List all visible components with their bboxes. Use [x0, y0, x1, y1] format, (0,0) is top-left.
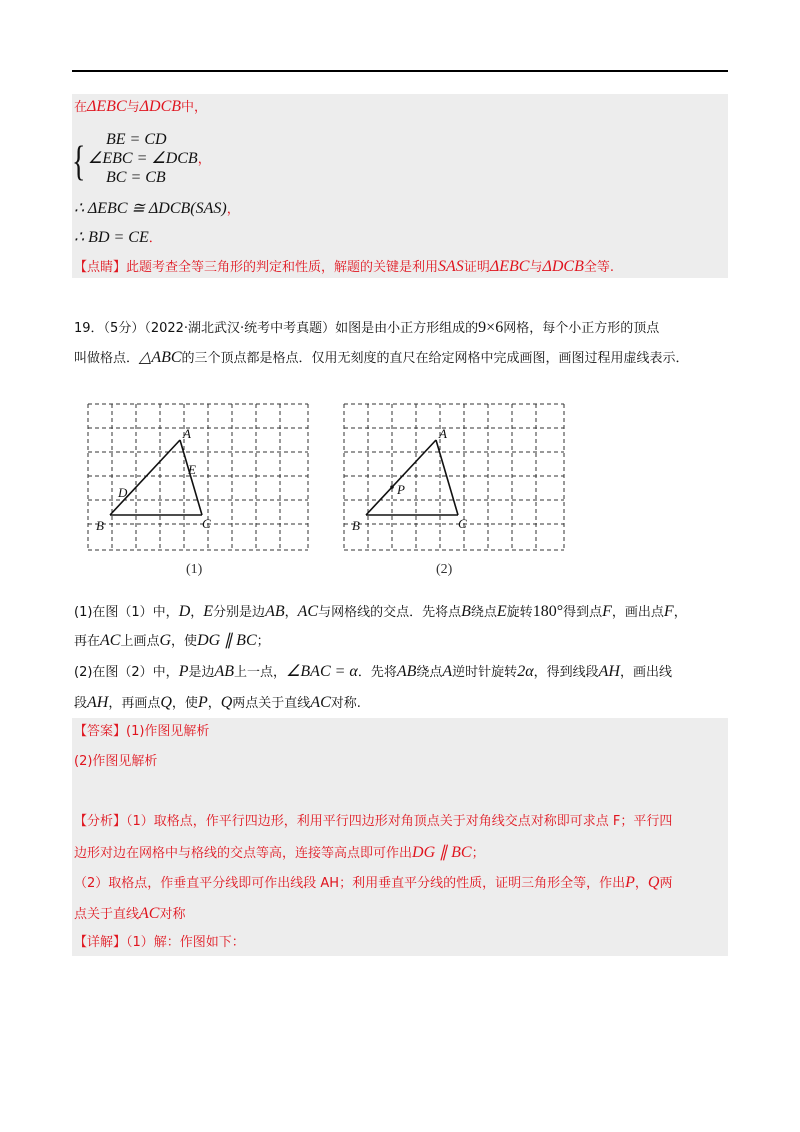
p2-text-a: (2)在图（2）中， [74, 665, 179, 680]
analysis-text-3b: ， [634, 876, 648, 891]
p1-math-180: 180° [532, 603, 564, 620]
fig2-point-a: A [439, 426, 447, 441]
fig1-point-d: D [118, 485, 128, 500]
proof-intro [74, 97, 207, 118]
header-rule [72, 70, 728, 72]
comment-tag: 【点睛】 [74, 260, 127, 275]
part-1-line-1 [74, 602, 687, 623]
triangle-dcb: ΔDCB [139, 98, 182, 115]
question-text-2b: 的三个顶点都是格点．仅用无刻度的直尺在给定网格中完成画图，画图过程用虚线表示． [181, 351, 689, 366]
question-text-1b: 网格，每个小正方形的顶点 [503, 321, 660, 336]
figure-2-grid [342, 402, 568, 554]
analysis-math-q: Q [647, 874, 660, 891]
part-2-line-2 [74, 693, 361, 714]
p2-math-2alpha: 2α [517, 663, 534, 680]
p1-l2-math-g: G [159, 632, 172, 649]
analysis-line-4 [74, 904, 185, 925]
p1-math-b: B [461, 603, 471, 620]
analysis-text-2a: 边形对边在网格中与格线的交点等高，连接等高点即可作出 [74, 846, 413, 861]
comment-tri1: ΔEBC [489, 258, 530, 275]
question-text-2a: 叫做格点． [74, 351, 140, 366]
figure-1-grid [86, 402, 312, 554]
question-line-1 [74, 318, 659, 339]
fig2-point-c: C [458, 516, 467, 531]
triangle-ebc: ΔEBC [87, 98, 127, 115]
comment-tri2: ΔDCB [542, 258, 584, 275]
system-eq-2-math: ∠EBC = ∠DCB [88, 150, 198, 167]
p2-l2-math-q: Q [160, 694, 172, 711]
p1-text-j: ， [673, 605, 687, 620]
system-eq-2 [88, 149, 211, 170]
p1-l2-math-dg-bc: DG ∥ BC [197, 632, 257, 649]
p1-math-e2: E [496, 603, 507, 620]
proof-intro-text: 在 [74, 100, 88, 115]
conclusion-1 [74, 199, 240, 220]
analysis-line-3 [74, 873, 672, 894]
p2-l2-text-c: ，使 [171, 696, 198, 711]
question-triangle: △ABC [139, 349, 182, 366]
analysis-text-3c: 两 [659, 876, 673, 891]
question-line-2 [74, 348, 689, 369]
p1-text-a: (1)在图（1）中， [74, 605, 179, 620]
p1-l2-text-a: 再在 [74, 634, 101, 649]
comment-text-4: 全等. [583, 260, 614, 275]
detail-tag: 【详解】 [74, 935, 127, 950]
p1-math-f2: F [663, 603, 674, 620]
p1-text-c: 分别是边 [213, 605, 266, 620]
p2-l2-math-ac: AC [310, 694, 331, 711]
p2-l2-text-f: 对称. [330, 696, 361, 711]
p1-l2-text-d: ； [256, 634, 270, 649]
p2-l2-text-b: ，再画点 [108, 696, 161, 711]
p1-math-f: F [602, 603, 612, 620]
figure-1-label: (1) [186, 562, 203, 577]
p2-l2-math-ah: AH [87, 694, 109, 711]
analysis-tag: 【分析】 [74, 814, 127, 829]
p1-math-ab: AB [265, 603, 285, 620]
p1-text-f: 绕点 [470, 605, 497, 620]
p1-text-i: ，画出点 [611, 605, 664, 620]
analysis-text-3a: （2）取格点，作垂直平分线即可作出线段 AH；利用垂直平分线的性质，证明三角形全等，作出 [74, 876, 626, 891]
detail-line [74, 933, 245, 953]
figure-2-label: (2) [436, 562, 453, 577]
analysis-math-ac: AC [139, 905, 160, 922]
p2-text-g: ，得到线段 [533, 665, 599, 680]
system-eq-1: BE = CD [106, 131, 167, 148]
comment-line [74, 257, 614, 278]
fig1-point-e: E [188, 462, 196, 477]
part-2-line-1 [74, 662, 672, 683]
p2-l2-text-e: 两点关于直线 [232, 696, 311, 711]
answer-line-2: (2)作图见解析 [74, 754, 158, 769]
p1-l2-text-c: ，使 [171, 634, 198, 649]
p1-math-d: D [178, 603, 191, 620]
comment-text-3: 与 [529, 260, 543, 275]
p2-math-a: A [442, 663, 453, 680]
p2-math-angle: ∠BAC = α [286, 663, 358, 680]
question-text-1a: 19．（5分）（2022·湖北武汉·统考中考真题）如图是由小正方形组成的 [74, 321, 479, 336]
comment-text-2: 证明 [463, 260, 490, 275]
detail-text: （1）解：作图如下： [126, 935, 245, 950]
analysis-text-4b: 对称 [159, 907, 186, 922]
fig2-point-p-dot [390, 485, 394, 489]
fig2-point-p: P [397, 482, 405, 497]
proof-block [72, 94, 728, 278]
analysis-line-2 [74, 843, 485, 864]
analysis-text-2b: ； [471, 846, 485, 861]
fig1-point-b: B [96, 518, 104, 533]
p2-math-ah: AH [598, 663, 620, 680]
analysis-line-1 [74, 812, 672, 832]
p2-math-ab2: AB [396, 663, 417, 680]
p1-math-ac: AC [297, 603, 319, 620]
answer-tag: 【答案】 [74, 724, 127, 739]
comment-sas: SAS [438, 258, 464, 275]
answer-1: (1)作图见解析 [126, 724, 210, 739]
answer-line-1 [74, 722, 209, 742]
fig1-point-c: C [202, 516, 211, 531]
system-eq-2-tail: ， [197, 152, 211, 167]
question-grid-size: 9×6 [478, 319, 504, 336]
p2-l2-text-a: 段 [74, 696, 88, 711]
p1-text-e: 与网格线的交点．先将点 [318, 605, 462, 620]
part-1-line-2 [74, 631, 270, 652]
p2-l2-math-q2: Q [220, 694, 233, 711]
proof-intro-and: 与 [126, 100, 140, 115]
p1-l2-math-ac: AC [100, 632, 121, 649]
p2-math-p: P [178, 663, 189, 680]
proof-intro-tail: 中， [181, 100, 208, 115]
conclusion-2-tail: ． [148, 231, 162, 246]
p2-text-d: ．先将 [357, 665, 397, 680]
p2-text-c: 上一点， [234, 665, 287, 680]
analysis-text-1: （1）取格点，作平行四边形，利用平行四边形对角顶点关于对角线交点对称即可求点 F；平行四 [126, 814, 673, 829]
conclusion-1-math: ∴ ΔEBC ≅ ΔDCB(SAS) [74, 200, 227, 217]
p1-math-e: E [203, 603, 214, 620]
conclusion-1-tail: ， [226, 202, 240, 217]
p2-text-e: 绕点 [416, 665, 443, 680]
p1-text-h: 得到点 [563, 605, 603, 620]
system-eq-3: BC = CB [106, 169, 166, 186]
conclusion-2-math: ∴ BD = CE [74, 229, 149, 246]
p1-text-d: ， [284, 605, 298, 620]
p2-l2-text-d: ， [207, 696, 221, 711]
system-brace: { [72, 139, 86, 186]
p2-text-h: ，画出线 [619, 665, 672, 680]
p2-math-ab: AB [214, 663, 235, 680]
p2-l2-math-p: P [197, 694, 208, 711]
analysis-math-dg-bc: DG ∥ BC [412, 844, 472, 861]
fig2-point-b: B [352, 518, 360, 533]
fig1-point-a: A [183, 426, 191, 441]
p1-text-b: ， [190, 605, 204, 620]
comment-text: 此题考查全等三角形的判定和性质，解题的关键是利用 [126, 260, 439, 275]
p1-l2-text-b: 上画点 [120, 634, 160, 649]
p2-text-f: 逆时针旋转 [452, 665, 518, 680]
analysis-text-4a: 点关于直线 [74, 907, 140, 922]
p1-text-g: 旋转 [506, 605, 533, 620]
conclusion-2 [74, 228, 162, 249]
p2-text-b: 是边 [188, 665, 215, 680]
analysis-math-p: P [625, 874, 635, 891]
